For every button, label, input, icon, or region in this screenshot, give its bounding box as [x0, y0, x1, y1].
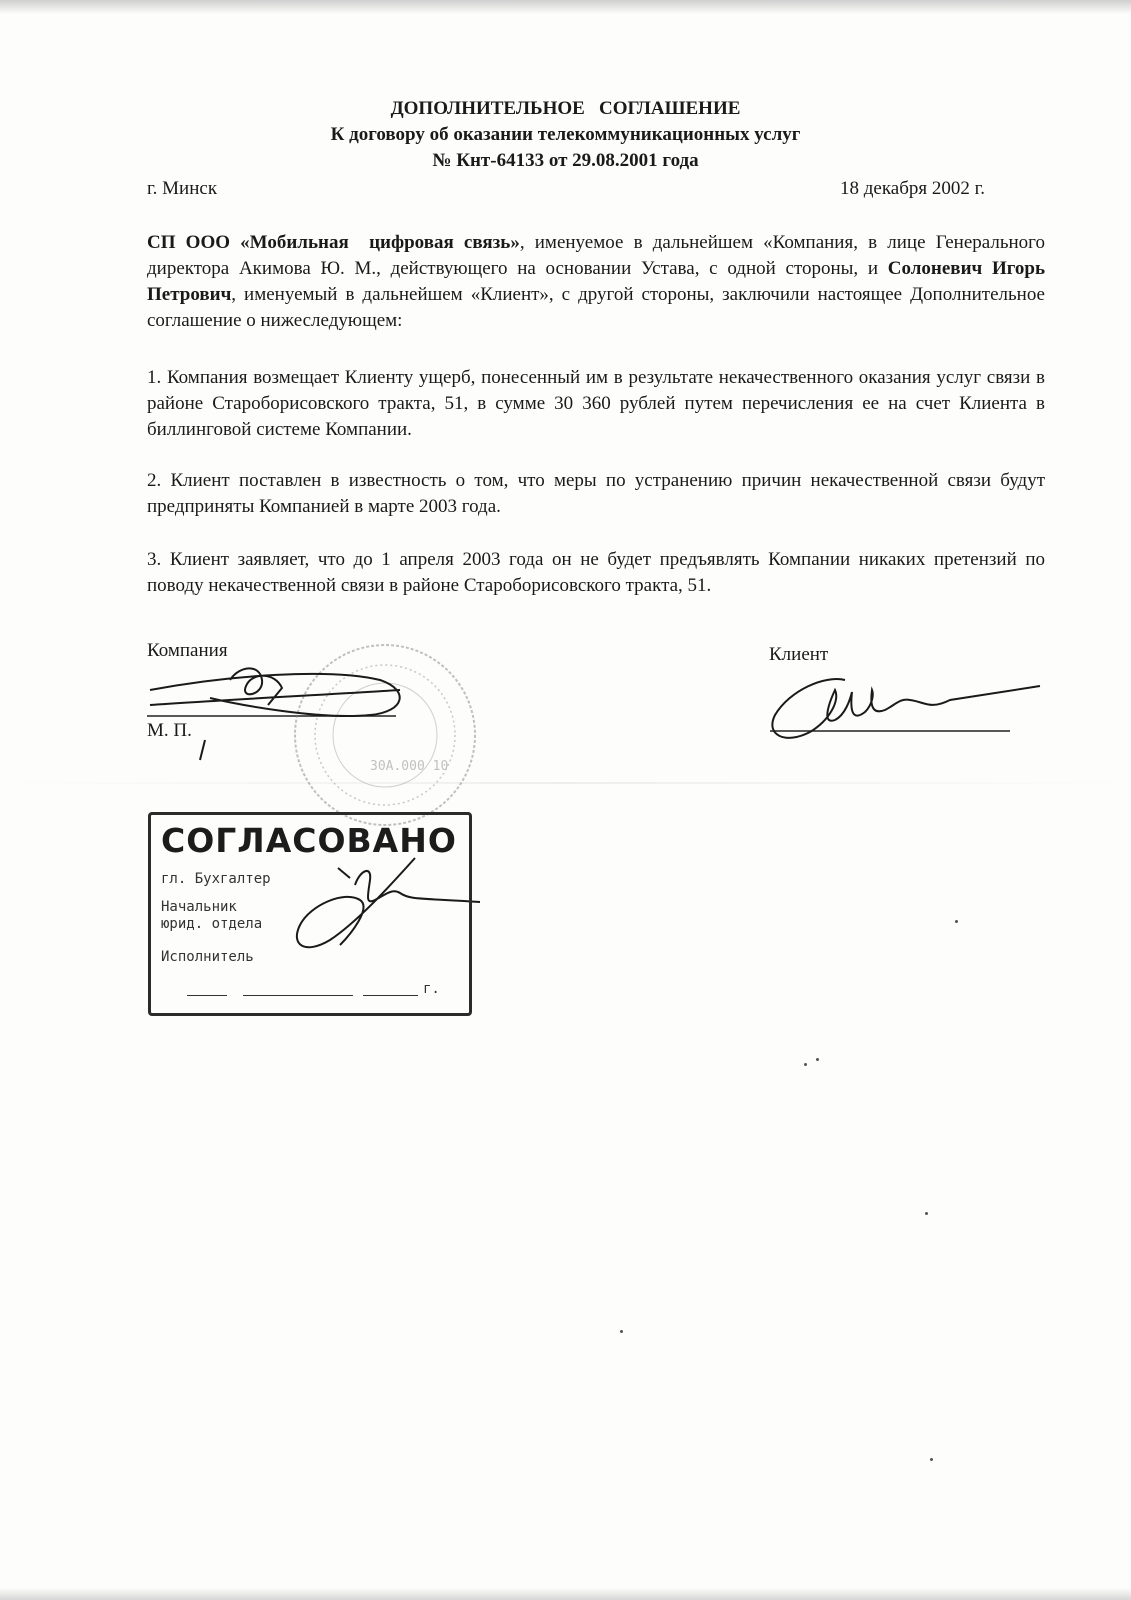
intro-text-1: , именуемое в дальнейшем «Компания, в лице Генерального директора Акимова Ю. М., действующего на основании Устава, с одной стороны, и: [147, 232, 1045, 279]
company-signature-label: Компания: [147, 640, 228, 661]
intro-text-2: , именуемый в дальнейшем «Клиент», с другой стороны, заключили настоящее Дополнительное соглашение о нижеследующем:: [147, 284, 1045, 331]
clause-3: 3. Клиент заявляет, что до 1 апреля 2003 года он не будет предъявлять Компании никаких претензий по поводу некачественной связи в районе Староборисовского тракта, 51.: [147, 549, 1045, 596]
stamp-line-legal-dept: юрид. отдела: [161, 916, 263, 932]
client-signature-label: Клиент: [769, 644, 829, 665]
seal-number-text: 30А.000 10: [370, 759, 449, 774]
approval-stamp: [148, 812, 472, 1016]
stamp-day-rule: [187, 995, 227, 996]
document-subtitle: К договору об оказании телекоммуникационных услуг: [330, 124, 801, 145]
company-name: СП ООО «Мобильная цифровая связь»: [147, 232, 520, 253]
mp-label: М. П.: [147, 720, 192, 741]
scan-edge-bottom: [0, 1588, 1131, 1600]
scan-speck: [804, 1063, 807, 1066]
place-of-signing: г. Минск: [147, 178, 218, 199]
stamp-title: СОГЛАСОВАНО: [161, 821, 457, 860]
company-signature-icon: [150, 668, 400, 760]
paper-fold: [0, 782, 1131, 784]
scan-speck: [925, 1212, 928, 1215]
scan-speck: [930, 1458, 933, 1461]
stamp-year-suffix: г.: [423, 981, 440, 997]
scan-speck: [620, 1330, 623, 1333]
document-title: ДОПОЛНИТЕЛЬНОЕ СОГЛАШЕНИЕ: [390, 98, 741, 119]
stamp-month-rule: [243, 995, 353, 996]
scan-speck: [816, 1058, 819, 1061]
stamp-line-accountant: гл. Бухгалтер: [161, 871, 271, 887]
document-header: [0, 96, 1131, 174]
client-name: Солоневич Игорь Петрович: [147, 258, 1045, 305]
intro-paragraph: [147, 230, 1045, 334]
stamp-line-executor: Исполнитель: [161, 949, 254, 965]
client-signature-icon: [772, 679, 1040, 738]
stamp-line-head: Начальник: [161, 899, 237, 915]
stamp-year-rule: [363, 995, 418, 996]
scan-edge-top: [0, 0, 1131, 14]
clause-2: 2. Клиент поставлен в известность о том, что меры по устранению причин некачественной связи будут предприняты Компанией в марте 2003 года.: [147, 470, 1045, 517]
agreement-date: 18 декабря 2002 г.: [840, 178, 986, 199]
clause-1: 1. Компания возмещает Клиенту ущерб, понесенный им в результате некачественного оказания услуг связи в районе Староборисовского тракта, 51, в сумме 30 360 рублей путем перечисления ее на счет Клиента в биллинговой системе Компании.: [147, 367, 1045, 440]
contract-reference: № Кнт-64133 от 29.08.2001 года: [432, 150, 699, 171]
scan-speck: [955, 920, 958, 923]
round-seal-icon: [295, 645, 475, 825]
